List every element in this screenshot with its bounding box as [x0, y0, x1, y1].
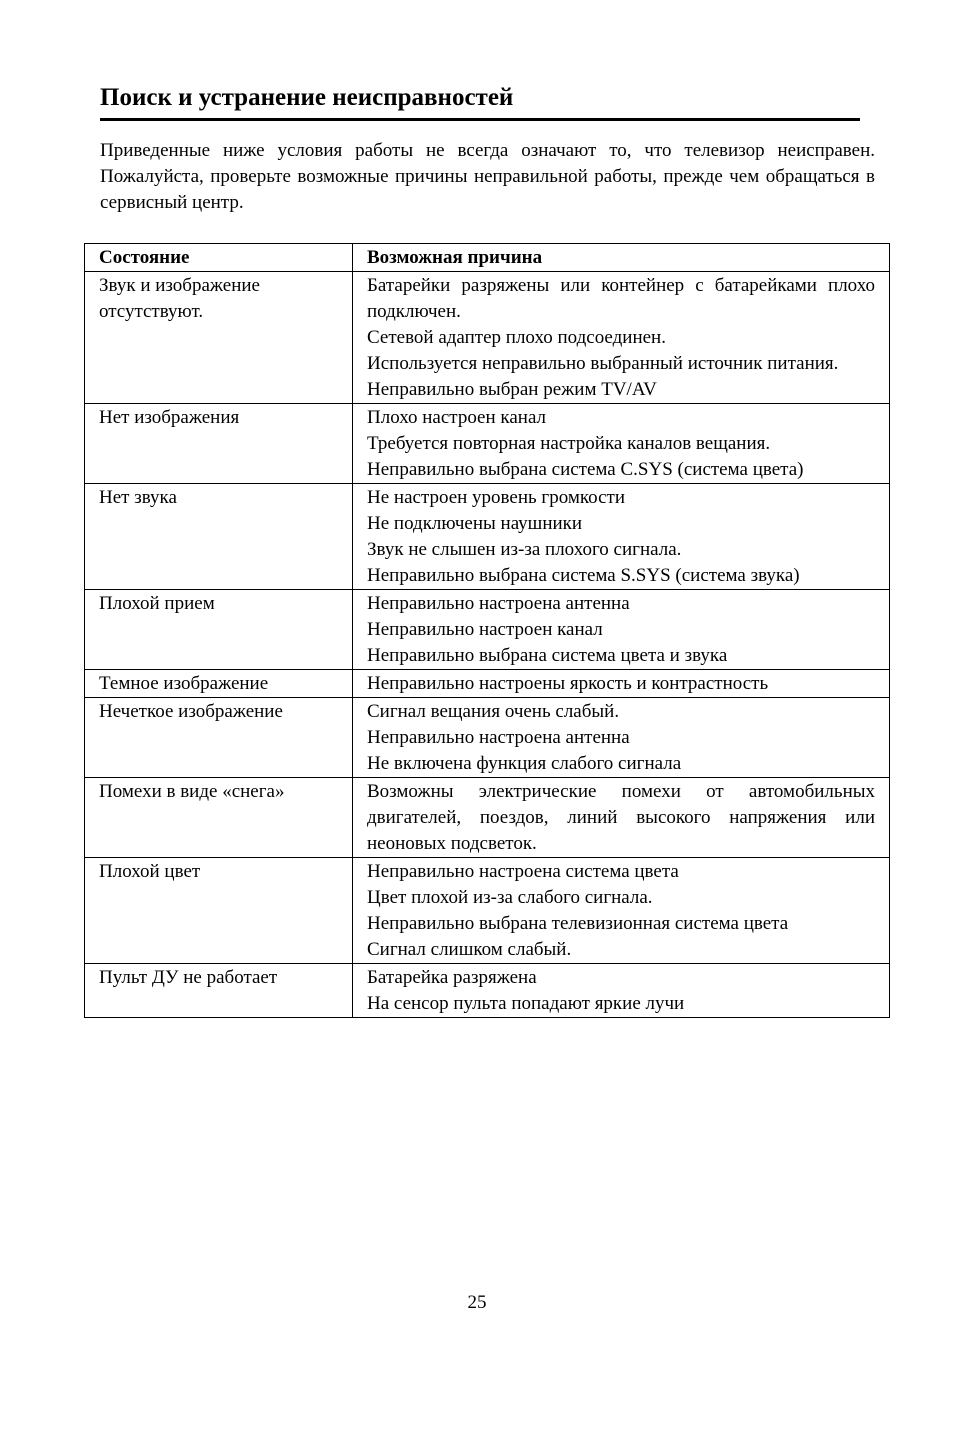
- condition-cell: [85, 484, 353, 590]
- cause-line: На сенсор пульта попадают яркие лучи: [367, 993, 685, 1014]
- cause-line: Не настроен уровень громкости: [367, 487, 626, 508]
- cause-line: Неправильно выбрана система цвета и звука: [367, 645, 728, 666]
- condition-cell: [85, 858, 353, 964]
- cause-line: Требуется повторная настройка каналов вещания.: [367, 433, 771, 454]
- page-title: Поиск и устранение неисправностей: [100, 80, 860, 121]
- cause-line: Звук не слышен из-за плохого сигнала.: [367, 539, 682, 560]
- intro-paragraph: Приведенные ниже условия работы не всегда означают то, что телевизор неисправен. Пожалуйста, проверьте возможные причины неправильной работы, прежде чем обращаться в сервисный центр.: [100, 140, 875, 213]
- header-condition: Состояние: [85, 244, 353, 272]
- cause-line: Батарейка разряжена: [367, 967, 537, 988]
- table-header-row: [85, 244, 890, 272]
- cause-line: Не подключены наушники: [367, 513, 583, 534]
- cause-line: Плохо настроен канал: [367, 407, 547, 428]
- cause-cell: [353, 272, 890, 404]
- cause-line: Неправильно настроен канал: [367, 619, 603, 640]
- cause-line: Используется неправильно выбранный источник питания.: [367, 353, 839, 374]
- cause-line: Цвет плохой из-за слабого сигнала.: [367, 887, 653, 908]
- cause-line: Неправильно настроены яркость и контрастность: [367, 673, 769, 694]
- condition-cell: [85, 590, 353, 670]
- cause-line: Неправильно настроена антенна: [367, 593, 630, 614]
- table-row: [85, 590, 890, 670]
- condition-cell: [85, 404, 353, 484]
- condition-cell: [85, 964, 353, 1018]
- cause-cell: [353, 590, 890, 670]
- cause-line: Сигнал слишком слабый.: [367, 939, 572, 960]
- condition-cell: [85, 778, 353, 858]
- cause-cell: [353, 778, 890, 858]
- table-row: [85, 404, 890, 484]
- table-row: [85, 698, 890, 778]
- cause-cell: [353, 404, 890, 484]
- table-row: [85, 858, 890, 964]
- cause-line: Сетевой адаптер плохо подсоединен.: [367, 327, 666, 348]
- condition-text: Пульт ДУ не работает: [99, 967, 278, 988]
- condition-text: Нечеткое изображение: [99, 701, 283, 722]
- cause-line: Неправильно выбрана система S.SYS (система звука): [367, 565, 800, 586]
- table-row: [85, 964, 890, 1018]
- table-row: [85, 272, 890, 404]
- condition-text: Плохой прием: [99, 593, 215, 614]
- condition-text: Темное изображение: [99, 673, 269, 694]
- header-cause: Возможная причина: [353, 244, 890, 272]
- condition-text: Звук и изображение отсутствуют.: [99, 275, 260, 322]
- cause-line: Неправильно выбрана система C.SYS (система цвета): [367, 459, 804, 480]
- cause-line: Неправильно настроена система цвета: [367, 861, 679, 882]
- condition-cell: [85, 272, 353, 404]
- cause-cell: [353, 484, 890, 590]
- page-number: 25: [467, 1292, 487, 1313]
- cause-cell: [353, 858, 890, 964]
- table-row: [85, 484, 890, 590]
- condition-text: Помехи в виде «снега»: [99, 781, 285, 802]
- table-row: [85, 778, 890, 858]
- condition-text: Нет изображения: [99, 407, 240, 428]
- cause-line: Возможны электрические помехи от автомобильных двигателей, поездов, линий высокого напряжения или неоновых подсветок.: [367, 781, 875, 854]
- cause-line: Сигнал вещания очень слабый.: [367, 701, 620, 722]
- condition-cell: [85, 670, 353, 698]
- cause-cell: [353, 670, 890, 698]
- condition-text: Нет звука: [99, 487, 177, 508]
- cause-line: Батарейки разряжены или контейнер с батарейками плохо подключен.: [367, 275, 875, 322]
- cause-cell: [353, 698, 890, 778]
- condition-text: Плохой цвет: [99, 861, 201, 882]
- cause-cell: [353, 964, 890, 1018]
- troubleshooting-table: [84, 243, 890, 1018]
- cause-line: Неправильно выбрана телевизионная система цвета: [367, 913, 789, 934]
- cause-line: Не включена функция слабого сигнала: [367, 753, 682, 774]
- cause-line: Неправильно настроена антенна: [367, 727, 630, 748]
- cause-line: Неправильно выбран режим TV/AV: [367, 379, 657, 400]
- condition-cell: [85, 698, 353, 778]
- table-row: [85, 670, 890, 698]
